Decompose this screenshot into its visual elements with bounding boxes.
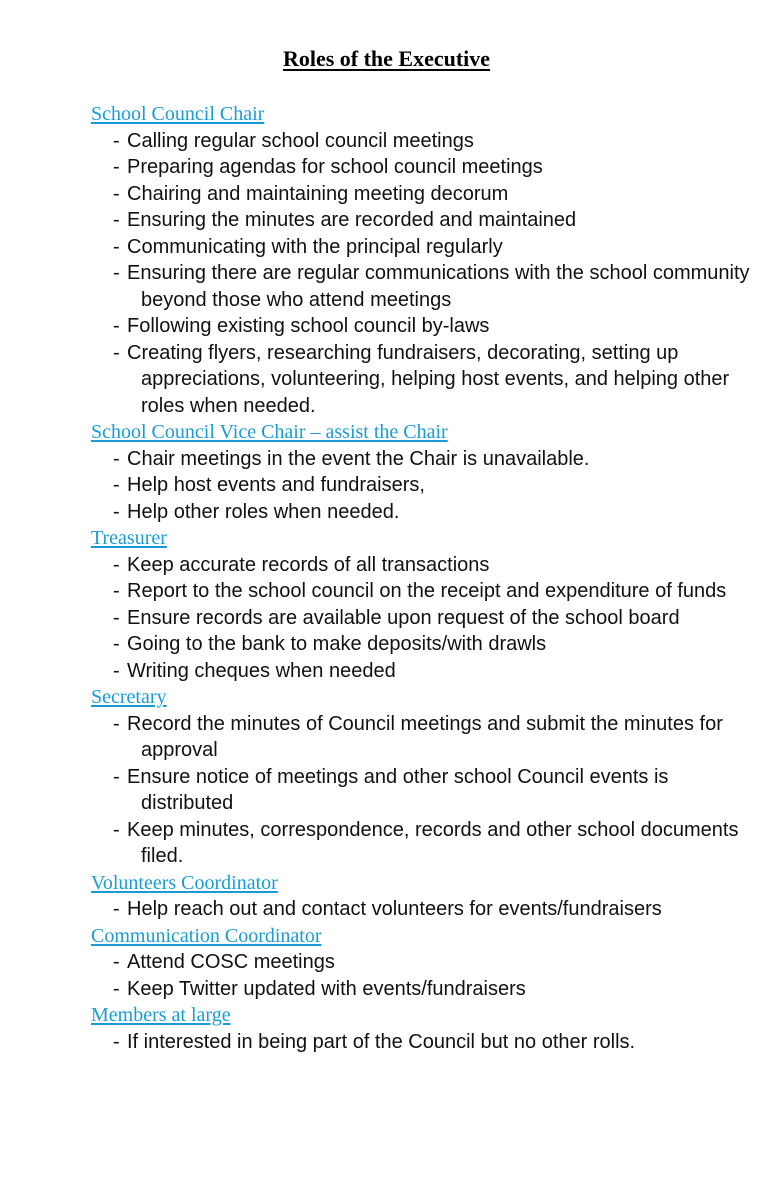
list-item: - Chairing and maintaining meeting decorum bbox=[113, 182, 509, 205]
list-item: - If interested in being part of the Council but no other rolls. bbox=[113, 1030, 636, 1053]
list-item: - Ensure notice of meetings and other school Council events is distributed bbox=[113, 765, 669, 814]
list-item: - Help other roles when needed. bbox=[113, 500, 400, 523]
section-heading-link[interactable]: Members at large bbox=[91, 1004, 231, 1026]
roles-list bbox=[91, 101, 751, 1055]
list-item: - Help reach out and contact volunteers for events/fundraisers bbox=[113, 898, 662, 920]
section-heading-link[interactable]: School Council Chair bbox=[91, 103, 265, 125]
list-item: - Attend COSC meetings bbox=[113, 951, 335, 973]
list-item: - Communicating with the principal regularly bbox=[113, 235, 503, 258]
section-volunteers-coordinator bbox=[91, 870, 751, 923]
list-item: - Following existing school council by-laws bbox=[113, 315, 490, 337]
list-item: - Help host events and fundraisers, bbox=[113, 474, 425, 496]
list-item: - Going to the bank to make deposits/with drawls bbox=[113, 633, 547, 655]
section-school-council-chair bbox=[91, 101, 751, 419]
section-members-at-large bbox=[91, 1002, 751, 1055]
section-communication-coordinator bbox=[91, 923, 751, 1003]
list-item: - Chair meetings in the event the Chair is unavailable. bbox=[113, 447, 590, 470]
list-item: - Keep Twitter updated with events/fundraisers bbox=[113, 977, 526, 1000]
section-heading-link[interactable]: Treasurer bbox=[91, 527, 167, 549]
list-item: - Report to the school council on the receipt and expenditure of funds bbox=[113, 580, 727, 602]
section-heading-link[interactable]: Volunteers Coordinator bbox=[91, 871, 278, 894]
list-item: - Calling regular school council meetings bbox=[113, 129, 474, 152]
list-item: - Ensuring there are regular communications with the school community beyond those who attend meetings bbox=[113, 262, 750, 311]
list-item: - Ensuring the minutes are recorded and maintained bbox=[113, 209, 577, 231]
list-item: - Creating flyers, researching fundraisers, decorating, setting up appreciations, volunteering, helping host events, and helping other roles when needed. bbox=[113, 341, 730, 417]
section-treasurer bbox=[91, 525, 751, 684]
section-heading-link[interactable]: School Council Vice Chair – assist the Chair bbox=[91, 421, 448, 443]
page-title: Roles of the Executive bbox=[282, 46, 491, 71]
list-item: - Preparing agendas for school council meetings bbox=[113, 156, 543, 178]
section-heading-link[interactable]: Communication Coordinator bbox=[91, 924, 322, 947]
list-item: - Record the minutes of Council meetings and submit the minutes for approval bbox=[113, 712, 723, 761]
list-item: - Keep accurate records of all transactions bbox=[113, 553, 490, 576]
list-item: - Ensure records are available upon request of the school board bbox=[113, 606, 680, 629]
section-secretary bbox=[91, 684, 751, 870]
list-item: - Writing cheques when needed bbox=[113, 659, 396, 682]
section-vice-chair bbox=[91, 419, 751, 525]
list-item: - Keep minutes, correspondence, records and other school documents filed. bbox=[113, 818, 739, 867]
section-heading-link[interactable]: Secretary bbox=[91, 686, 167, 708]
